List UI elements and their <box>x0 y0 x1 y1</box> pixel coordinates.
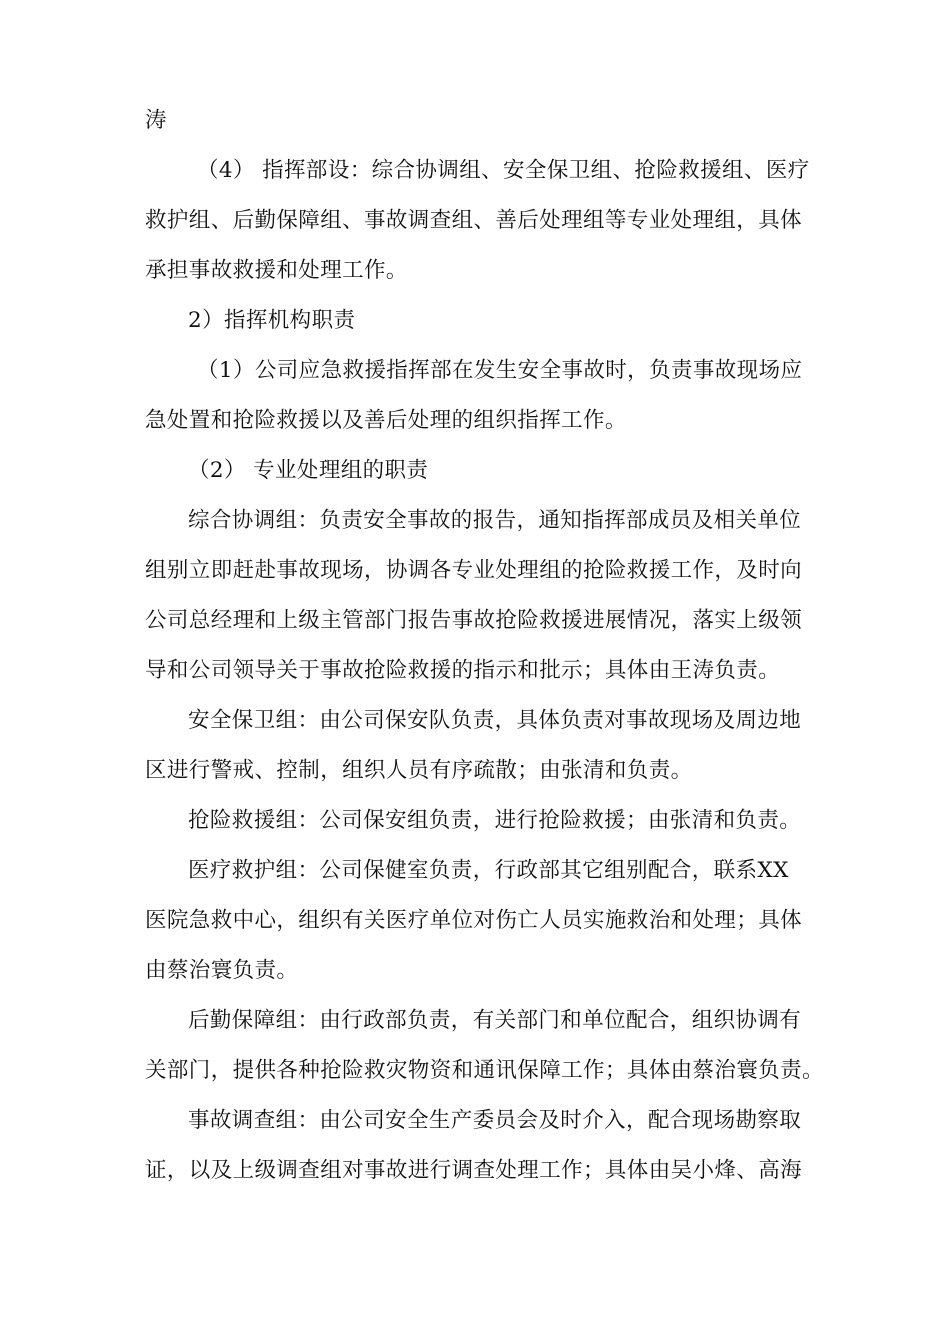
text-line-16: 医疗救护组：公司保健室负责，行政部其它组别配合，联系XX <box>188 858 789 883</box>
text-line-20: 关部门，提供各种抢险救灾物资和通讯保障工作；具体由蔡治寰负责。 <box>145 1058 824 1083</box>
text-line-18: 由蔡治寰负责。 <box>145 958 299 983</box>
text-line-13: 安全保卫组：由公司保安队负责，具体负责对事故现场及周边地 <box>188 708 802 733</box>
text-line-14: 区进行警戒、控制，组织人员有序疏散；由张清和负责。 <box>145 758 693 783</box>
text-line-9: 综合协调组：负责安全事故的报告，通知指挥部成员及相关单位 <box>188 508 802 533</box>
subsection-heading: （2） 专业处理组的职责 <box>188 458 429 483</box>
text-line-1: 涛 <box>145 108 167 133</box>
text-line-17: 医院急救中心，组织有关医疗单位对伤亡人员实施救治和处理；具体 <box>145 908 803 933</box>
text-line-2: （4） 指挥部设：综合协调组、安全保卫组、抢险救援组、医疗 <box>197 158 810 183</box>
text-line-7: 急处置和抢险救援以及善后处理的组织指挥工作。 <box>145 408 627 433</box>
text-line-11: 公司总经理和上级主管部门报告事故抢险救援进展情况，落实上级领 <box>145 608 803 633</box>
text-line-6: （1）公司应急救援指挥部在发生安全事故时，负责事故现场应 <box>197 358 803 383</box>
section-heading: 2）指挥机构职责 <box>188 308 356 333</box>
text-line-10: 组别立即赶赴事故现场，协调各专业处理组的抢险救援工作，及时向 <box>145 558 803 583</box>
text-line-12: 导和公司领导关于事故抢险救援的指示和批示；具体由王涛负责。 <box>145 658 781 683</box>
text-line-15: 抢险救援组：公司保安组负责，进行抢险救援；由张清和负责。 <box>188 808 802 833</box>
text-line-3: 救护组、后勤保障组、事故调查组、善后处理组等专业处理组，具体 <box>145 208 803 233</box>
text-line-22: 证，以及上级调查组对事故进行调查处理工作；具体由吴小烽、高海 <box>145 1158 803 1183</box>
text-line-4: 承担事故救援和处理工作。 <box>145 258 408 283</box>
text-line-19: 后勤保障组：由行政部负责，有关部门和单位配合，组织协调有 <box>188 1008 802 1033</box>
text-line-21: 事故调查组：由公司安全生产委员会及时介入，配合现场勘察取 <box>188 1108 802 1133</box>
